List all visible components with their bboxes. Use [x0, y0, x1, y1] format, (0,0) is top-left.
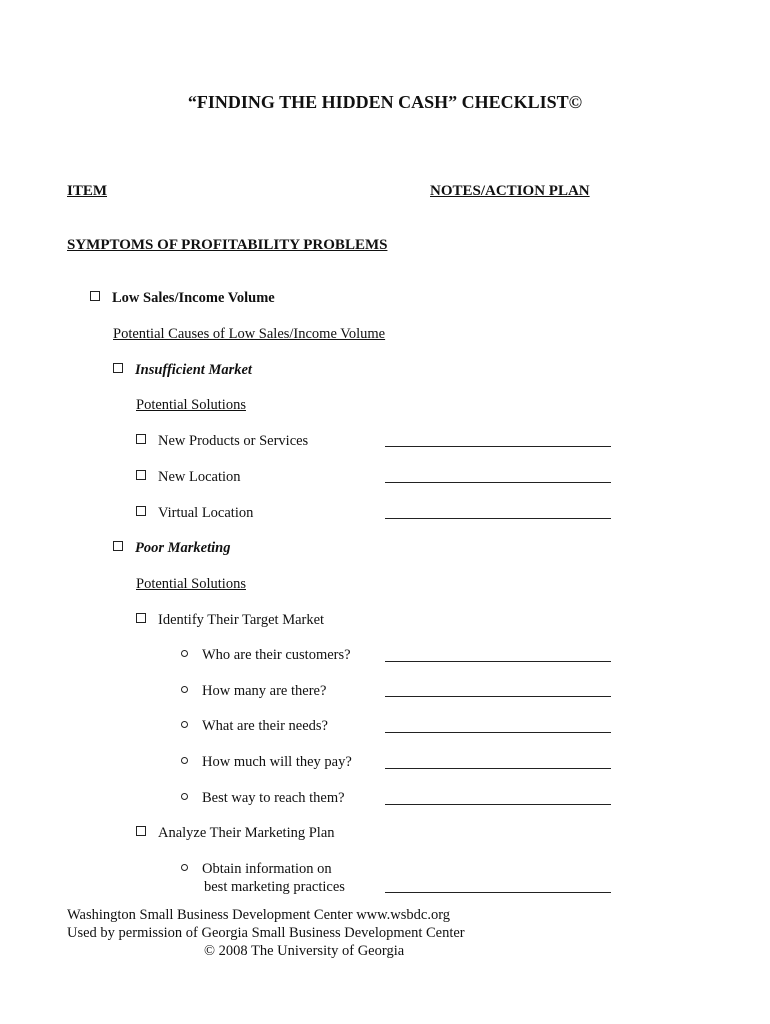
section-heading: SYMPTOMS OF PROFITABILITY PROBLEMS: [67, 237, 388, 253]
checklist-item-solution[interactable]: [136, 433, 308, 450]
notes-line[interactable]: [385, 768, 611, 769]
notes-line[interactable]: [385, 696, 611, 697]
question-item: [181, 683, 326, 700]
question-label: What are their needs?: [202, 718, 328, 734]
checklist-item-solution[interactable]: [136, 505, 253, 522]
notes-column-header: NOTES/ACTION PLAN: [430, 183, 590, 199]
checklist-item-solution[interactable]: [136, 612, 324, 629]
bullet-circle-icon: [181, 757, 188, 764]
bullet-circle-icon: [181, 686, 188, 693]
bullet-circle-icon: [181, 864, 188, 871]
question-label: Best way to reach them?: [202, 790, 345, 806]
item-label: Poor Marketing: [135, 540, 231, 556]
item-label: Virtual Location: [158, 505, 254, 521]
checkbox-icon[interactable]: [113, 363, 123, 373]
checkbox-icon[interactable]: [136, 613, 146, 623]
notes-line[interactable]: [385, 661, 611, 662]
notes-line[interactable]: [385, 804, 611, 805]
item-label: Low Sales/Income Volume: [112, 290, 275, 306]
footer-line-1: Washington Small Business Development Center www.wsbdc.org: [67, 907, 451, 923]
notes-line[interactable]: [385, 892, 611, 893]
item-label: Identify Their Target Market: [158, 612, 325, 628]
checkbox-icon[interactable]: [90, 291, 100, 301]
question-label: How much will they pay?: [202, 754, 352, 770]
checklist-item-solution[interactable]: [136, 469, 241, 486]
question-item: [181, 861, 332, 878]
causes-heading: Potential Causes of Low Sales/Income Volume: [113, 326, 386, 342]
checklist-item-solution[interactable]: [136, 825, 335, 842]
footer-line-3: © 2008 The University of Georgia: [204, 943, 405, 959]
checklist-item-poor-marketing[interactable]: [113, 540, 230, 557]
page-title: “FINDING THE HIDDEN CASH” CHECKLIST©: [187, 92, 583, 112]
bullet-circle-icon: [181, 650, 188, 657]
bullet-circle-icon: [181, 793, 188, 800]
item-column-header: ITEM: [67, 183, 108, 199]
notes-line[interactable]: [385, 518, 611, 519]
checkbox-icon[interactable]: [113, 541, 123, 551]
checkbox-icon[interactable]: [136, 470, 146, 480]
solutions-heading: Potential Solutions: [136, 576, 246, 592]
question-label: Who are their customers?: [202, 647, 351, 663]
question-item: [181, 754, 352, 771]
item-label: New Products or Services: [158, 433, 309, 449]
checkbox-icon[interactable]: [136, 826, 146, 836]
question-item: [181, 647, 351, 664]
item-label: Analyze Their Marketing Plan: [158, 825, 335, 841]
item-label: New Location: [158, 469, 241, 485]
item-label: Insufficient Market: [135, 362, 252, 378]
checklist-item-low-sales[interactable]: [90, 290, 275, 307]
checklist-item-insufficient-market[interactable]: [113, 362, 252, 379]
bullet-circle-icon: [181, 721, 188, 728]
notes-line[interactable]: [385, 446, 611, 447]
question-item: [181, 718, 328, 735]
checkbox-icon[interactable]: [136, 506, 146, 516]
question-item: [181, 790, 345, 807]
solutions-heading: Potential Solutions: [136, 397, 246, 413]
notes-line[interactable]: [385, 732, 611, 733]
question-label: Obtain information on: [202, 861, 332, 877]
footer-line-2: Used by permission of Georgia Small Business Development Center: [67, 925, 465, 941]
question-label: How many are there?: [202, 683, 327, 699]
question-label-continued: best marketing practices: [204, 879, 345, 895]
notes-line[interactable]: [385, 482, 611, 483]
checkbox-icon[interactable]: [136, 434, 146, 444]
